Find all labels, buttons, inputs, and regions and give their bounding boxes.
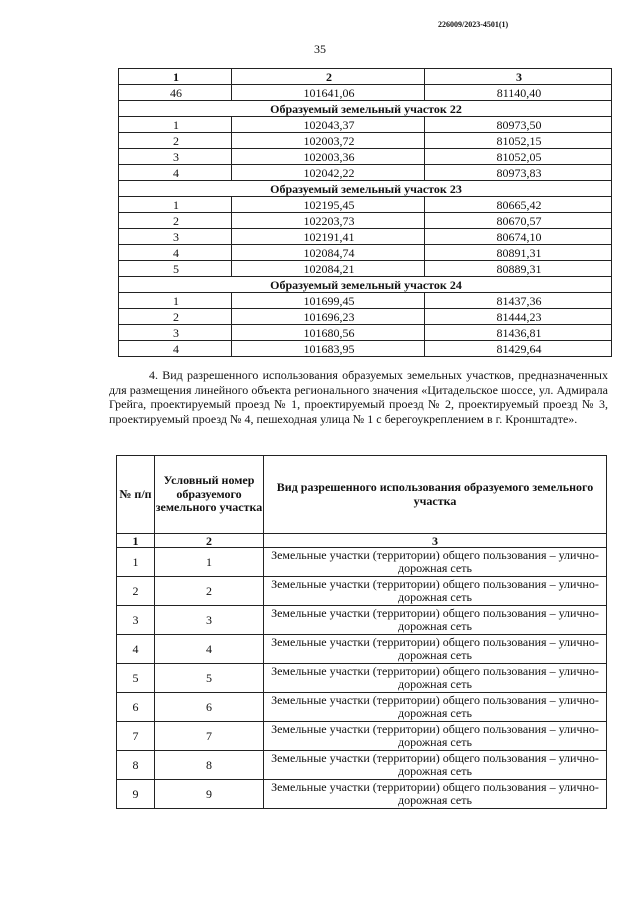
column-header: 2 <box>232 69 425 85</box>
column-header-number: № п/п <box>117 456 155 534</box>
point-number: 3 <box>119 229 232 245</box>
coord-x: 101683,95 <box>232 341 425 357</box>
coord-x: 101696,23 <box>232 309 425 325</box>
point-number: 2 <box>119 213 232 229</box>
row-number: 7 <box>117 722 155 751</box>
table-row <box>119 261 612 277</box>
coord-x: 101641,06 <box>232 85 425 101</box>
point-number: 1 <box>119 197 232 213</box>
table-row <box>117 635 607 664</box>
point-number: 4 <box>119 245 232 261</box>
coord-y: 81436,81 <box>425 325 612 341</box>
row-number: 2 <box>117 577 155 606</box>
section-title: Образуемый земельный участок 23 <box>119 181 612 197</box>
coord-x: 102203,73 <box>232 213 425 229</box>
parcel-number: 1 <box>155 548 264 577</box>
section-title: Образуемый земельный участок 22 <box>119 101 612 117</box>
coord-x: 102084,74 <box>232 245 425 261</box>
coord-x: 102191,41 <box>232 229 425 245</box>
table-row <box>119 149 612 165</box>
permitted-use: Земельные участки (территории) общего пользования – улично-дорожная сеть <box>264 693 607 722</box>
coord-x: 102084,21 <box>232 261 425 277</box>
table-row <box>119 133 612 149</box>
permitted-use: Земельные участки (территории) общего пользования – улично-дорожная сеть <box>264 635 607 664</box>
parcel-number: 5 <box>155 664 264 693</box>
table-row <box>117 722 607 751</box>
table-row <box>117 577 607 606</box>
table-row <box>119 197 612 213</box>
coord-y: 81140,40 <box>425 85 612 101</box>
permitted-use: Земельные участки (территории) общего пользования – улично-дорожная сеть <box>264 751 607 780</box>
column-header-parcel: Условный номер образуемого земельного участка <box>155 456 264 534</box>
point-number: 5 <box>119 261 232 277</box>
section-4-paragraph: 4. Вид разрешенного использования образуемых земельных участков, предназначенных для размещения линейного объекта регионального значения «Цитадельское шоссе, ул. Адмирала Грейга, проектируемый проезд № 1, проектируемый проезд № 2, проектируемый проезд № 3, проектируемый проезд № 4, пешеходная улица № 1 с берегоукреплением в г. Кронштадте». <box>109 368 608 426</box>
parcel-number: 7 <box>155 722 264 751</box>
row-number: 3 <box>117 606 155 635</box>
parcel-number: 4 <box>155 635 264 664</box>
table-header-row <box>119 69 612 85</box>
coord-x: 102043,37 <box>232 117 425 133</box>
column-index: 2 <box>155 534 264 548</box>
point-number: 4 <box>119 165 232 181</box>
coord-x: 102003,36 <box>232 149 425 165</box>
row-number: 5 <box>117 664 155 693</box>
coord-y: 80670,57 <box>425 213 612 229</box>
coord-y: 80891,31 <box>425 245 612 261</box>
point-number: 46 <box>119 85 232 101</box>
coord-y: 81429,64 <box>425 341 612 357</box>
row-number: 4 <box>117 635 155 664</box>
table-row <box>119 165 612 181</box>
point-number: 4 <box>119 341 232 357</box>
point-number: 1 <box>119 293 232 309</box>
point-number: 2 <box>119 309 232 325</box>
column-index: 1 <box>117 534 155 548</box>
table-row <box>119 245 612 261</box>
table-row <box>117 751 607 780</box>
column-index: 3 <box>264 534 607 548</box>
coord-y: 80973,50 <box>425 117 612 133</box>
table-row <box>119 341 612 357</box>
table-row <box>119 309 612 325</box>
column-header: 1 <box>119 69 232 85</box>
row-number: 8 <box>117 751 155 780</box>
coord-y: 81444,23 <box>425 309 612 325</box>
coord-x: 102195,45 <box>232 197 425 213</box>
table-row <box>119 117 612 133</box>
column-header: 3 <box>425 69 612 85</box>
coord-x: 101699,45 <box>232 293 425 309</box>
permitted-use-table <box>116 455 607 809</box>
permitted-use: Земельные участки (территории) общего пользования – улично-дорожная сеть <box>264 577 607 606</box>
point-number: 1 <box>119 117 232 133</box>
table-row <box>119 229 612 245</box>
column-header-use: Вид разрешенного использования образуемого земельного участка <box>264 456 607 534</box>
coord-y: 81052,05 <box>425 149 612 165</box>
point-number: 2 <box>119 133 232 149</box>
table-row <box>117 606 607 635</box>
permitted-use: Земельные участки (территории) общего пользования – улично-дорожная сеть <box>264 780 607 809</box>
point-number: 3 <box>119 325 232 341</box>
parcel-number: 8 <box>155 751 264 780</box>
coordinates-table <box>118 68 612 357</box>
table-row <box>119 213 612 229</box>
table-row <box>117 664 607 693</box>
table-row <box>117 780 607 809</box>
row-number: 6 <box>117 693 155 722</box>
coord-x: 102003,72 <box>232 133 425 149</box>
coord-y: 80665,42 <box>425 197 612 213</box>
row-number: 1 <box>117 548 155 577</box>
permitted-use: Земельные участки (территории) общего пользования – улично-дорожная сеть <box>264 548 607 577</box>
section-title-row <box>119 181 612 197</box>
parcel-number: 3 <box>155 606 264 635</box>
table-row <box>117 548 607 577</box>
coord-x: 102042,22 <box>232 165 425 181</box>
coord-y: 81437,36 <box>425 293 612 309</box>
row-number: 9 <box>117 780 155 809</box>
permitted-use: Земельные участки (территории) общего пользования – улично-дорожная сеть <box>264 606 607 635</box>
coord-y: 80889,31 <box>425 261 612 277</box>
coord-y: 80674,10 <box>425 229 612 245</box>
parcel-number: 2 <box>155 577 264 606</box>
permitted-use: Земельные участки (территории) общего пользования – улично-дорожная сеть <box>264 664 607 693</box>
point-number: 3 <box>119 149 232 165</box>
parcel-number: 9 <box>155 780 264 809</box>
table-row <box>119 293 612 309</box>
parcel-number: 6 <box>155 693 264 722</box>
page-number: 35 <box>314 42 326 56</box>
table-row <box>119 325 612 341</box>
table-row <box>117 693 607 722</box>
section-title: Образуемый земельный участок 24 <box>119 277 612 293</box>
section-title-row <box>119 277 612 293</box>
coord-y: 80973,83 <box>425 165 612 181</box>
table-row <box>119 85 612 101</box>
section-title-row <box>119 101 612 117</box>
coord-x: 101680,56 <box>232 325 425 341</box>
document-number: 226009/2023-4501(1) <box>438 20 509 29</box>
table-header-row <box>117 456 607 534</box>
column-index-row <box>117 534 607 548</box>
coord-y: 81052,15 <box>425 133 612 149</box>
permitted-use: Земельные участки (территории) общего пользования – улично-дорожная сеть <box>264 722 607 751</box>
